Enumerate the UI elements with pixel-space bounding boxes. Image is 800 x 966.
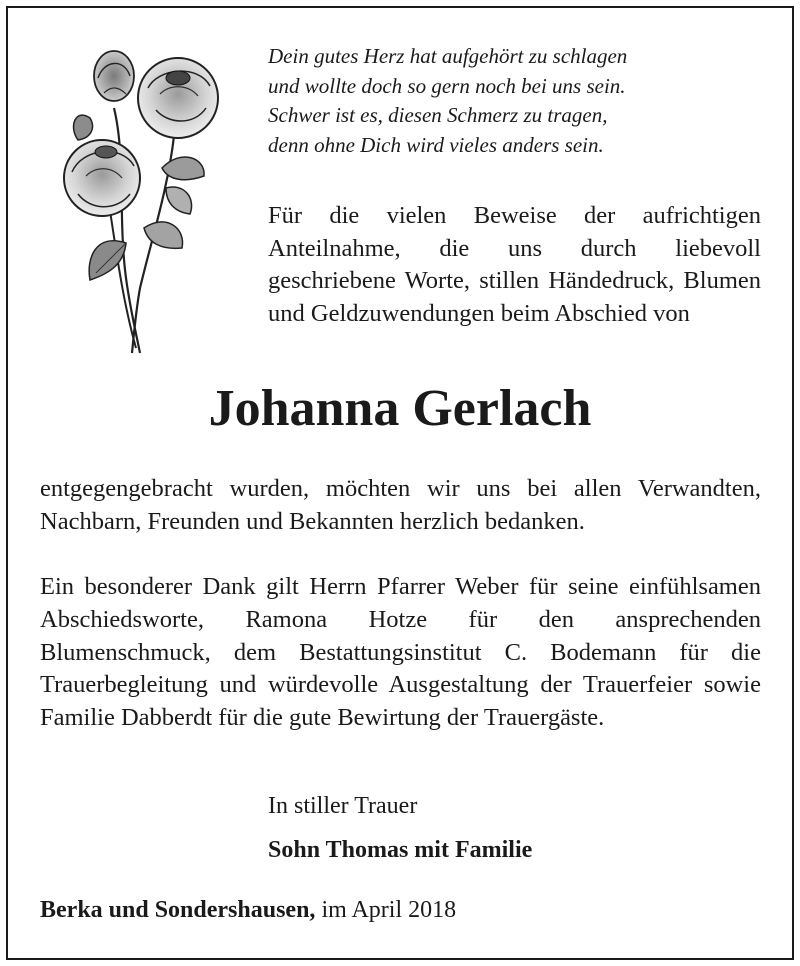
family-signature: Sohn Thomas mit Familie [268, 837, 533, 863]
special-thanks-paragraph: Ein besonderer Dank gilt Herrn Pfarrer Weber für seine einfühlsamen Abschiedsworte, Ramona Hotze für den ansprechenden Blumenschmuck, dem Bestattungsinstitut C. Bodemann für die Trauerbegleitung und würdevolle Ausgestaltung der Trauerfeier sowie Familie Dabberdt für die gute Bewirtung der Trauergäste. [40, 573, 761, 732]
thanks-paragraph: entgegengebracht wurden, möchten wir uns bei allen Verwandten, Nachbarn, Freunden und Bekannten herzlich bedanken. [40, 475, 761, 535]
poem-line: und wollte doch so gern noch bei uns sein. [268, 73, 626, 98]
deceased-name: Johanna Gerlach [208, 380, 592, 437]
poem [268, 42, 768, 160]
poem-line: denn ohne Dich wird vieles anders sein. [268, 132, 604, 157]
place-date [40, 894, 456, 926]
mourning-line: In stiller Trauer [268, 793, 418, 819]
roses-icon [56, 48, 236, 358]
place-name: Berka und Sondershausen, [40, 897, 316, 923]
date: im April 2018 [315, 897, 457, 923]
poem-line: Schwer ist es, diesen Schmerz zu tragen, [268, 103, 608, 127]
intro-paragraph: Für die vielen Beweise der aufrichtigen Anteilnahme, die uns durch liebevoll geschriebene Worte, stillen Händedruck, Blumen und Geldzuwendungen beim Abschied von [268, 202, 761, 327]
poem-line: Dein gutes Herz hat aufgehört zu schlagen [268, 44, 628, 68]
